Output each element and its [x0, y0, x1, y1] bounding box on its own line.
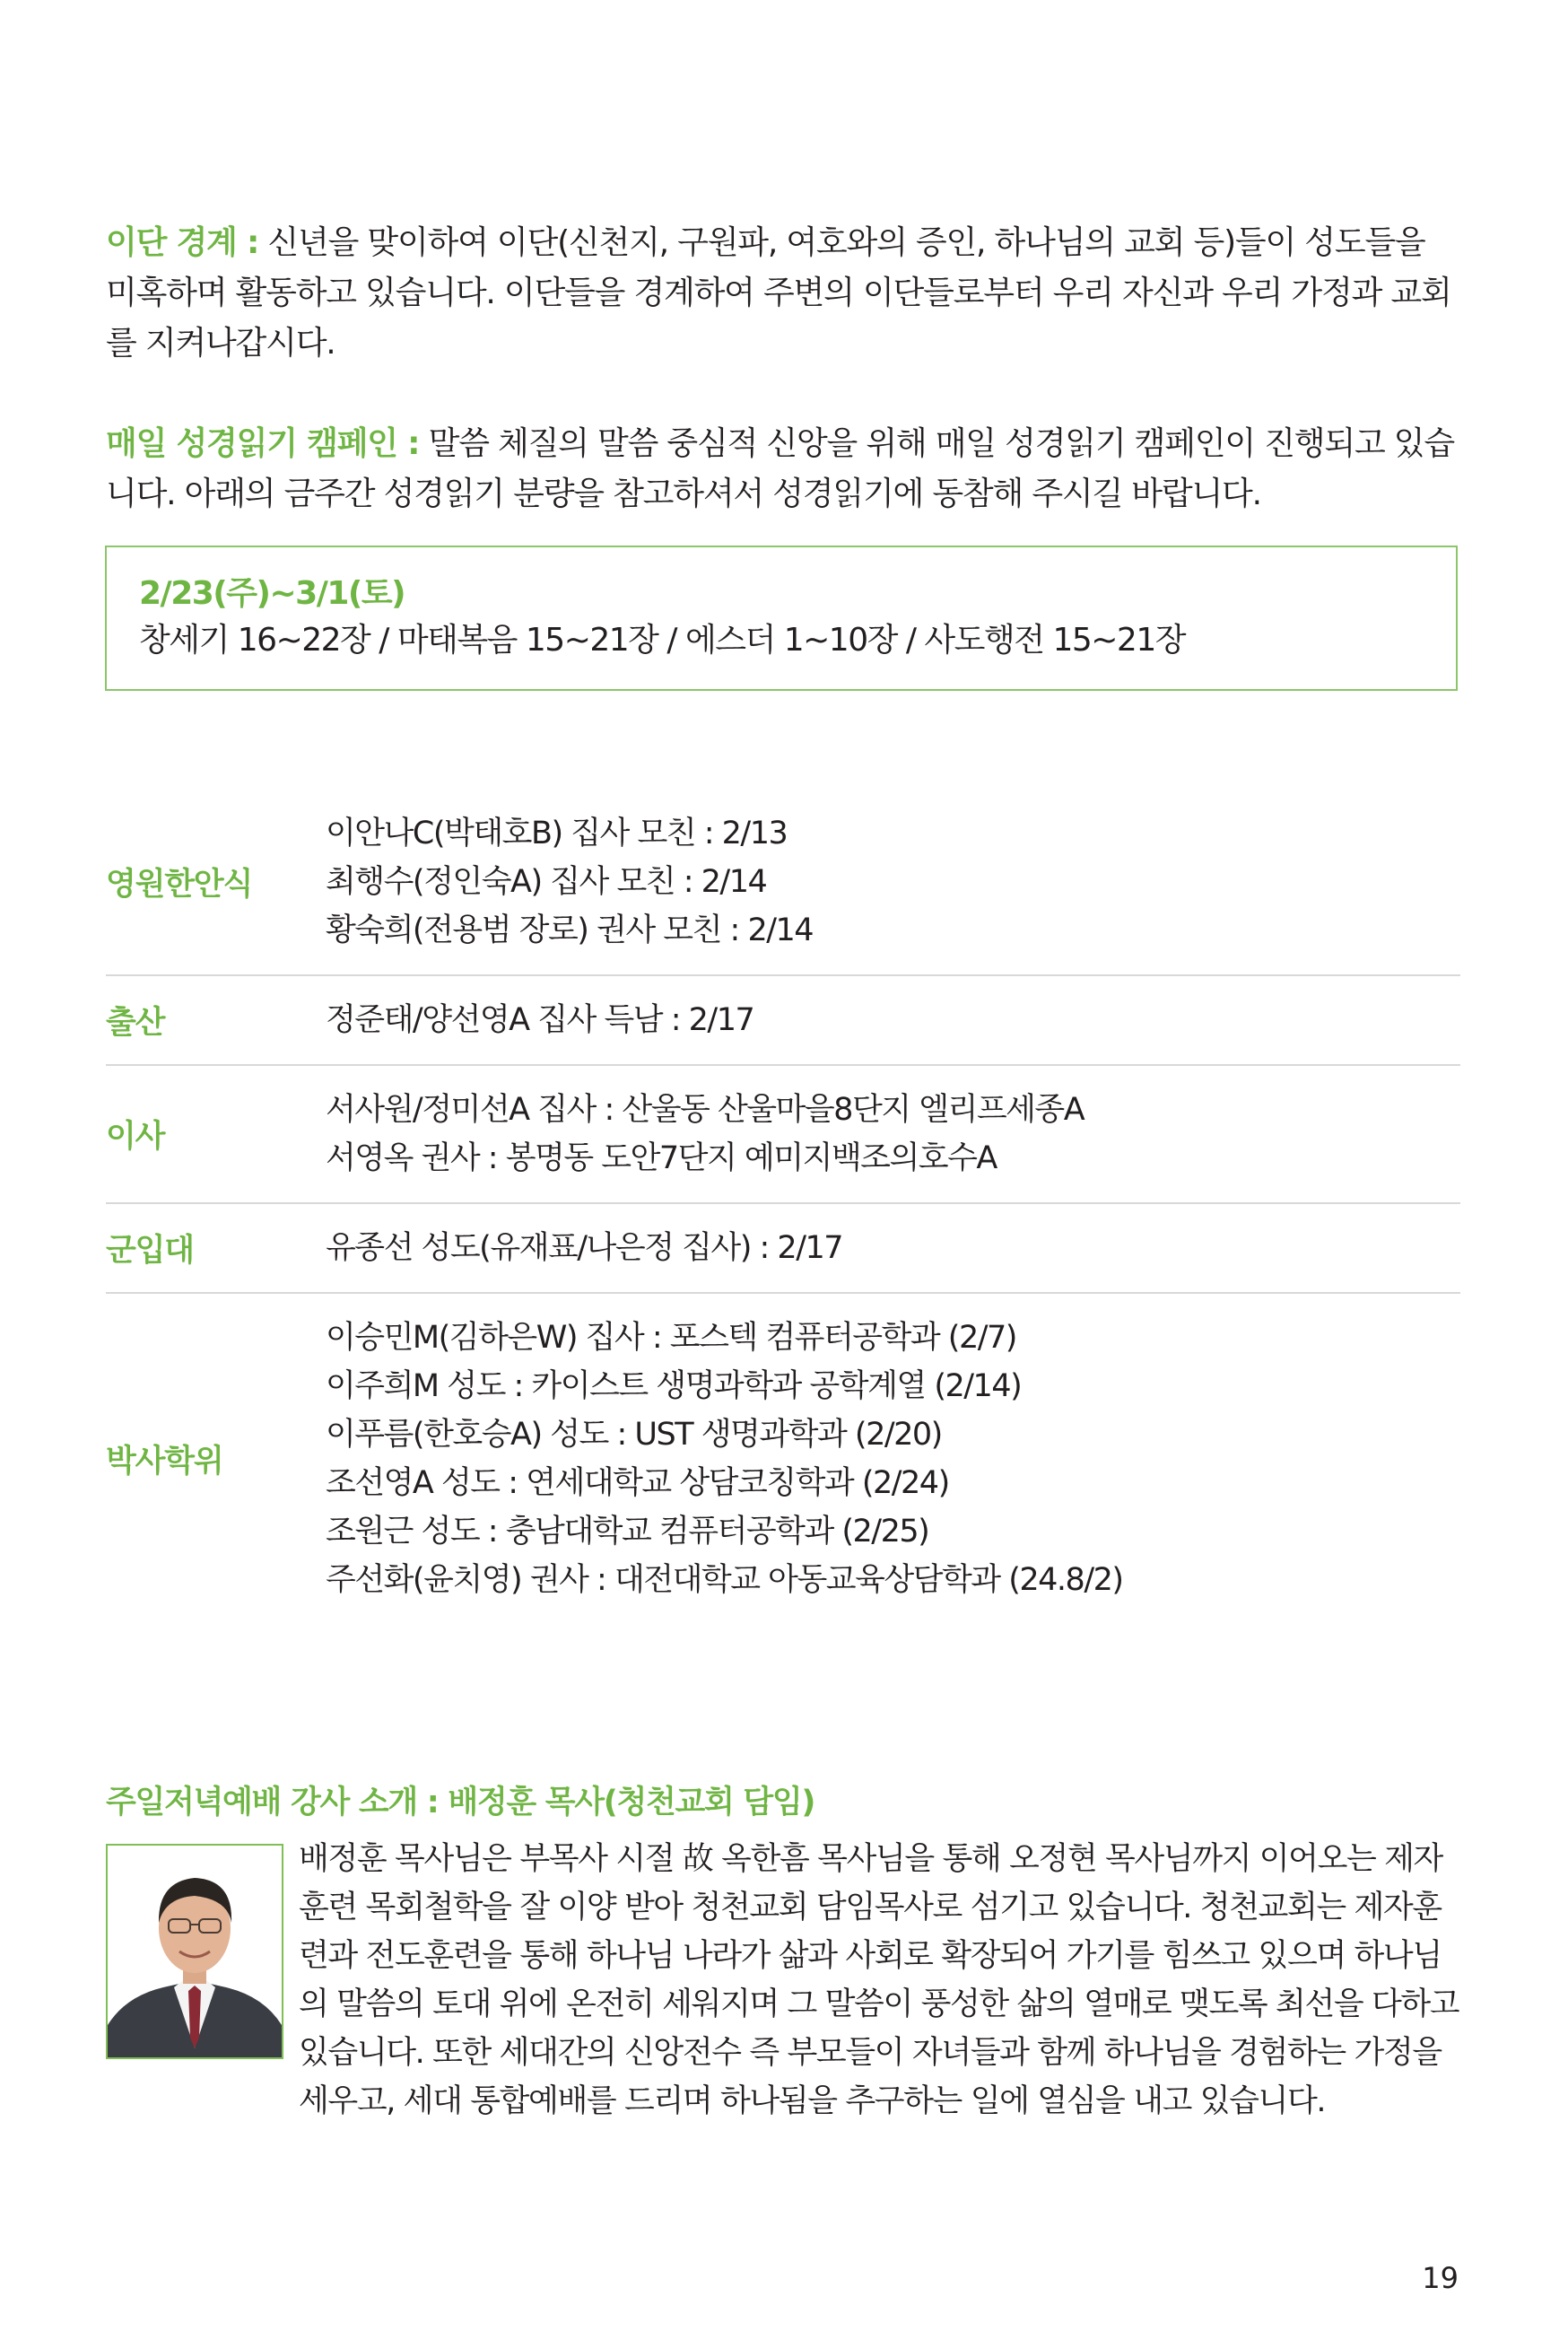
- reading-passages: 창세기 16~22장 / 마태복음 15~21장 / 에스더 1~10장 / 사도행전 15~21장: [139, 622, 1186, 659]
- news-item: 주선화(윤치영) 권사 : 대전대학교 아동교육상담학과 (24.8/2): [326, 1562, 1123, 1598]
- news-item: 이승민M(김하은W) 집사 : 포스텍 컴퓨터공학과 (2/7): [326, 1320, 1016, 1356]
- news-item: 이주희M 성도 : 카이스트 생명과학과 공학계열 (2/14): [326, 1368, 1022, 1404]
- news-item: 조선영A 성도 : 연세대학교 상담코칭학과 (2/24): [326, 1465, 949, 1501]
- speaker-bio: 배정훈 목사님은 부목사 시절 故 옥한흠 목사님을 통해 오정현 목사님까지 이어오는 제자훈련 목회철학을 잘 이양 받아 청천교회 담임목사로 섬기고 있습니다. 청천교회는 제자훈련과 전도훈련을 통해 하나님 나라가 삶과 사회로 확장되어 가기를 힘쓰고 있으며 하나님의 말씀의 토대 위에 온전히 세워지며 그 말씀이 풍성한 삶의 열매로 맺도록 최선을 다하고 있습니다. 또한 세대간의 신앙전수 즉 부모들이 자녀들과 함께 하나님을 경험하는 가정을 세우고, 세대 통합예배를 드리며 하나됨을 추구하는 일에 열심을 내고 있습니다.: [299, 1841, 1459, 2119]
- news-label: 군입대: [106, 1233, 194, 1269]
- page-number: 19: [1422, 2261, 1459, 2295]
- notice-text: 신년을 맞이하여 이단(신천지, 구원파, 여호와의 증인, 하나님의 교회 등)들이 성도들을 미혹하며 활동하고 있습니다. 이단들을 경계하여 주변의 이단들로부터 우리 자신과 우리 가정과 교회를 지켜나갑시다.: [106, 224, 1451, 362]
- news-label: 출산: [106, 1005, 165, 1041]
- news-item: 이안나C(박태호B) 집사 모친 : 2/13: [326, 816, 788, 851]
- news-item: 유종선 성도(유재표/나은정 집사) : 2/17: [326, 1230, 843, 1266]
- news-item: 서사원/정미선A 집사 : 산울동 산울마을8단지 엘리프세종A: [326, 1092, 1085, 1128]
- news-row-birth: [106, 976, 1460, 1066]
- notice-heading: 이단 경계 :: [106, 224, 259, 261]
- notice-text: 말씀 체질의 말씀 중심적 신앙을 위해 매일 성경읽기 캠페인이 진행되고 있습니다. 아래의 금주간 성경읽기 분량을 참고하셔서 성경읽기에 동참해 주시길 바랍니다.: [106, 425, 1454, 512]
- church-news-table: [106, 790, 1460, 1624]
- notice-bible-reading: [106, 419, 1460, 519]
- news-row-funeral: [106, 790, 1460, 976]
- news-row-military: [106, 1204, 1460, 1294]
- news-item: 서영옥 권사 : 봉명동 도안7단지 예미지백조의호수A: [326, 1140, 997, 1176]
- notice-heresy: [106, 218, 1460, 369]
- portrait-image: [108, 1846, 282, 2057]
- news-item: 이푸름(한호승A) 성도 : UST 생명과학과 (2/20): [326, 1417, 942, 1453]
- news-item: 황숙희(전용범 장로) 권사 모친 : 2/14: [326, 912, 814, 948]
- news-row-moving: [106, 1066, 1460, 1204]
- news-item: 조원근 성도 : 충남대학교 컴퓨터공학과 (2/25): [326, 1514, 929, 1550]
- news-label: 영원한안식: [106, 867, 253, 903]
- news-row-doctorate: [106, 1294, 1460, 1624]
- reading-period: 2/23(주)~3/1(토): [139, 575, 405, 612]
- news-label: 이사: [106, 1119, 165, 1155]
- speaker-title: 주일저녁예배 강사 소개 : 배정훈 목사(청천교회 담임): [106, 1785, 815, 1820]
- news-item: 정준태/양선영A 집사 득남 : 2/17: [326, 1002, 754, 1038]
- news-label: 박사학위: [106, 1444, 223, 1480]
- news-item: 최행수(정인숙A) 집사 모친 : 2/14: [326, 864, 767, 900]
- notice-heading: 매일 성경읽기 캠페인 :: [106, 425, 420, 462]
- reading-schedule-box: [105, 546, 1458, 691]
- speaker-photo: [106, 1844, 283, 2059]
